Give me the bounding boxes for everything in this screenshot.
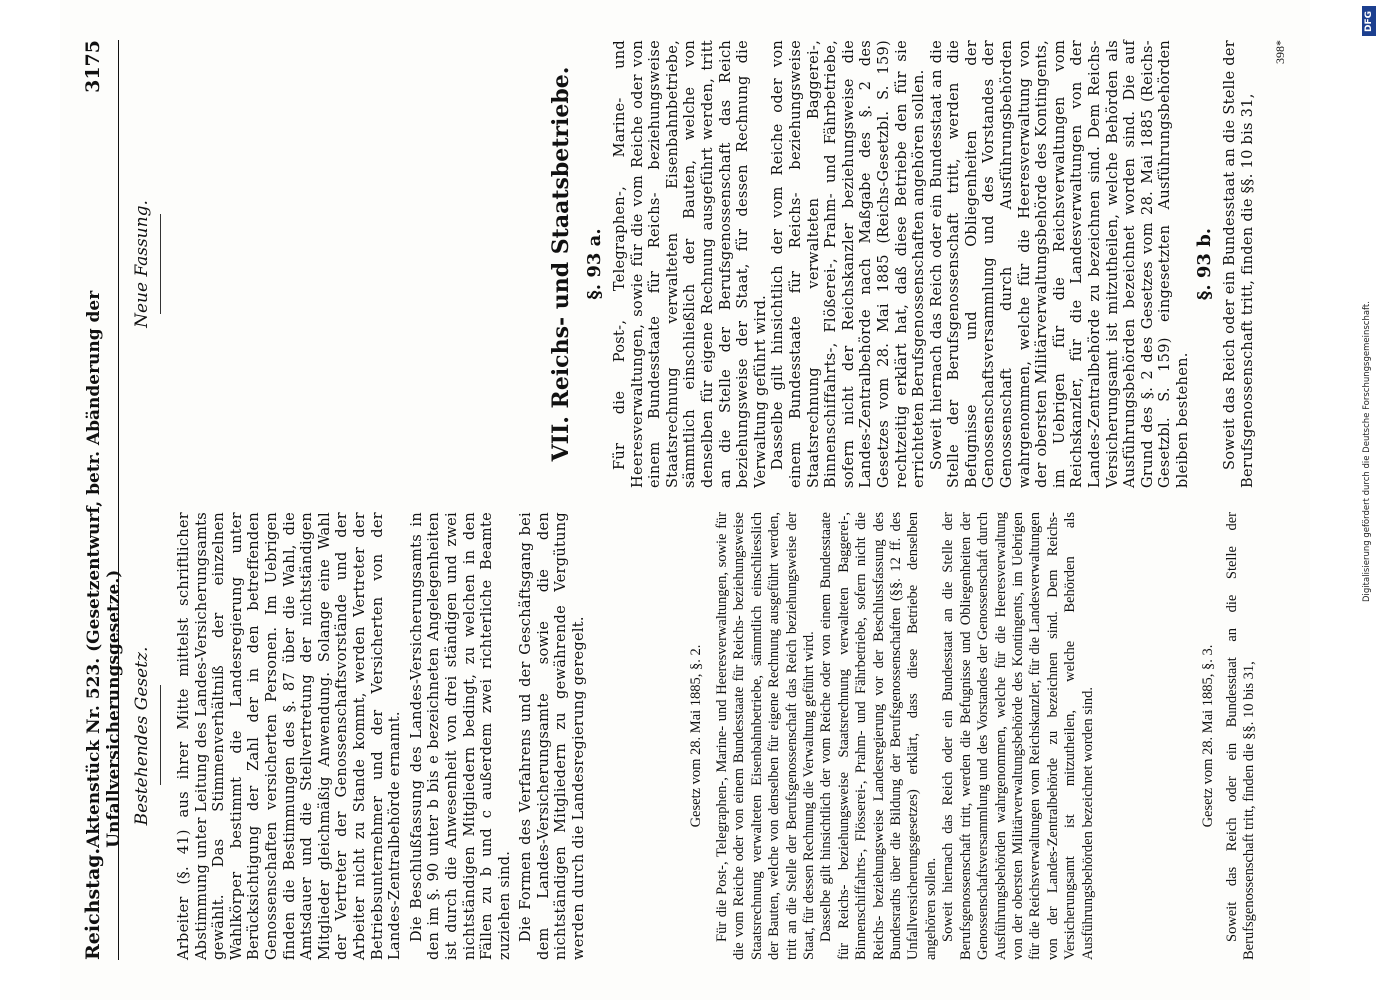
right-paragraph: Soweit hiernach das Reich oder ein Bundesstaat an die Stelle der Berufsgenossenschaft tritt, werden die Befugnisse und Obliegenheiten der Genossenschaftsversammlung und des Vorstandes der Genossenschaft durch Ausführungsbehörden wahrgenommen, welche für die Heeresverwaltung von der obersten Militärverwaltungsbehörde des Kontingents, im Uebrigen für die Reichsverwaltungen vom Reichskanzler, für die Landesverwaltungen von der Landes-Zentralbehörde zu bezeichnen sind. Dem Reichs-Versicherungsamt ist mitzutheilen, welche Behörden als Ausführungsbehörden bezeichnet worden sind. Die auf Grund des §. 2 des Gesetzes vom 28. Mai 1885 (Reichs-Gesetzbl. S. 159) eingesetzten Ausführungsbehörden bleiben bestehen.	[928, 40, 1191, 488]
left-law-paragraph: Dasselbe gilt hinsichtlich der vom Reiche oder von einem Bundesstaate für Reichs- beziehungsweise Staatsrechnung verwalteten Baggerei-, Binnenschiffahrts-, Flösserei-, Prahm- und Fährbetriebe, sofern nicht die Reichs- beziehungsweise Landesregierung vor der Beschlussfassung des Bundesraths über die Bildung der Berufsgenossenschaften (§§. 12 ff. des Unfallversicherungsgesetzes) erklärt, dass diese Betriebe denselben angehören sollen.	[818, 512, 939, 960]
left-law-text-2	[1224, 512, 1259, 960]
right-new-text	[612, 40, 1193, 488]
left-column-heading: Bestehendes Gesetz.	[132, 646, 152, 826]
heading-divider	[160, 214, 161, 314]
right-paragraph: Dasselbe gilt hinsichtlich der vom Reiche oder von einem Bundesstaate für Reichs- beziehungsweise Staatsrechnung verwalteten Baggerei-, Binnenschiffahrts-, Flößerei-, Prahm- und Fährbetriebe, sofern nicht der Reichskanzler beziehungsweise die Landes-Zentralbehörde nach Maßgabe des §. 2 des Gesetzes vom 28. Mai 1885 (Reichs-Gesetzbl. S. 159) rechtzeitig erklärt hat, daß diese Betriebe den für sie errichteten Berufsgenossenschaften angehören sollen.	[770, 40, 928, 488]
left-law-paragraph: Soweit das Reich oder ein Bundesstaat an die Stelle der Berufsgenossenschaft tritt, finden die §§. 10 bis 31,	[1224, 512, 1258, 960]
dfg-sidebar	[1362, 6, 1376, 996]
law-reference: Gesetz vom 28. Mai 1885, §. 2.	[688, 644, 704, 828]
left-law-paragraph: Für die Post-, Telegraphen-, Marine- und Heeresverwaltungen, sowie für die vom Reiche oder von einem Bundesstaate für Reichs- beziehungsweise Staatsrechnung verwalteten Eisenbahnbetriebe, sämmtlich einschliesslich der Bauten, welche von denselben für eigene Rechnung ausgeführt werden, tritt an die Stelle der Berufsgenossenschaft das Reich beziehungsweise der Staat, für dessen Rechnung die Verwaltung geführt wird.	[714, 512, 818, 960]
left-paragraph: Die Formen des Verfahrens und der Geschäftsgang bei dem Landes-Versicherungsamte sowie die den nichtständigen Mitgliedern zu gewährende Vergütung werden durch die Landesregierung geregelt.	[518, 512, 588, 960]
law-reference: Gesetz vom 28. Mai 1885, §. 3.	[1200, 644, 1216, 828]
right-paragraph: Für die Post-, Telegraphen-, Marine- und Heeresverwaltungen, sowie für die vom Reiche oder von einem Bundesstaate für Reichs- beziehungsweise Staatsrechnung verwalteten Eisenbahnbetriebe, sämmtlich einschließlich der Bauten, welche von denselben für eigene Rechnung ausgeführt werden, tritt an die Stelle der Berufsgenossenschaft das Reich beziehungsweise der Staat, für dessen Rechnung die Verwaltung geführt wird.	[612, 40, 769, 488]
document-page	[60, 0, 1310, 1000]
heading-divider	[160, 685, 161, 785]
paragraph-number: §. 93 a.	[584, 228, 605, 300]
left-law-text	[714, 512, 1097, 960]
left-existing-text	[176, 512, 589, 960]
right-new-text-2	[1222, 40, 1257, 488]
dfg-credit: Digitalisierung gefördert durch die Deutsche Forschungsgemeinschaft.	[1362, 301, 1372, 602]
header-left: Reichstag.	[82, 847, 104, 960]
right-paragraph: Soweit das Reich oder ein Bundesstaat an die Stelle der Berufsgenossenschaft tritt, finden die §§. 10 bis 31,	[1222, 40, 1256, 488]
dfg-logo: DFG	[1362, 6, 1376, 36]
page-header	[82, 40, 124, 960]
section-title: VII. Reichs- und Staatsbetriebe.	[548, 66, 574, 462]
left-paragraph: Die Beschlußfassung des Landes-Versicherungsamts in den im §. 90 unter b bis e bezeichneten Angelegenheiten ist durch die Anwesenheit von drei ständigen und zwei nichtständigen Mitgliedern bedingt, zu welchen in den Fällen zu b und c außerdem zwei richterliche Beamte zuziehen sind.	[408, 512, 513, 960]
signature-mark: 398*	[1273, 40, 1287, 64]
header-title: Aktenstück Nr. 523. (Gesetzentwurf, betr. Abänderung der Unfallversicherungsgesetze.)	[84, 290, 124, 848]
left-law-paragraph: Soweit hiernach das Reich oder ein Bundesstaat an die Stelle der Berufsgenossenschaft tritt, werden die Befugnisse und Obliegenheiten der Genossenschaftsversammlung und des Vorstandes der Genossenschaft durch Ausführungsbehörden wahrgenommen, welche für die Heeresverwaltung von der obersten Militärverwaltungsbehörde des Kontingents, im Uebrigen für die Reichsverwaltungen vom Reichskanzler, für die Landesverwaltungen von der Landes-Zentralbehörde zu bezeichnen sind. Dem Reichs-Versicherungsamt ist mitzutheilen, welche Behörden als Ausführungsbehörden bezeichnet worden sind.	[940, 512, 1096, 960]
page-number: 3175	[82, 40, 104, 93]
right-column-heading: Neue Fassung.	[132, 200, 152, 328]
left-paragraph: Arbeiter (§. 41) aus ihrer Mitte mittelst schriftlicher Abstimmung unter Leitung des Landes-Versicherungsamts gewählt. Das Stimmenverhältniß der einzelnen Wahlkörper bestimmt die Landesregierung unter Berücksichtigung der Zahl der in den betreffenden Genossenschaften versicherten Personen. Im Uebrigen finden die Bestimmungen des §. 87 über die Wahl, die Amtsdauer und die Stellvertretung der nichtständigen Mitglieder gleichmäßig Anwendung. Solange eine Wahl der Vertreter der Genossenschaftsvorstände und der Arbeiter nicht zu Stande kommt, werden Vertreter der Betriebsunternehmer und der Versicherten von der Landes-Zentralbehörde ernannt.	[176, 512, 404, 960]
paragraph-number: §. 93 b.	[1194, 227, 1215, 301]
